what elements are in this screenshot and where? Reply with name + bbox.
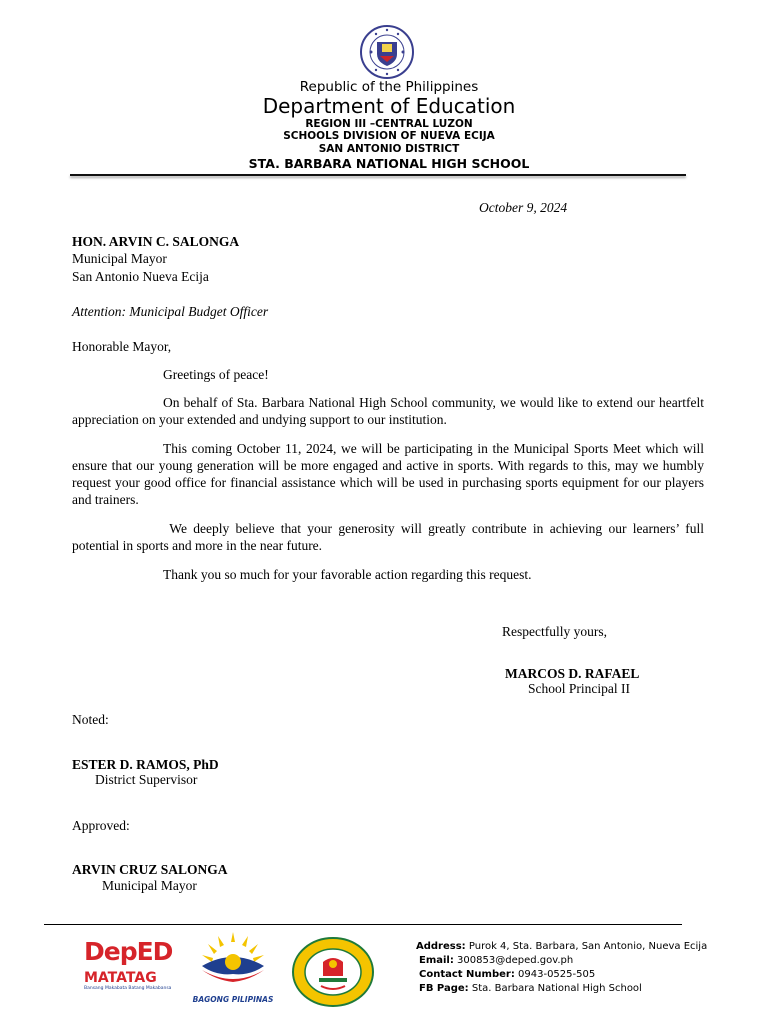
school-name: STA. BARBARA NATIONAL HIGH SCHOOL [248,156,530,171]
letter-date: October 9, 2024 [479,200,568,215]
paragraph-generosity: We deeply believe that your generosity will greatly contribute in achieving our learners’ full potential in sports and more in the near future. [72,521,708,553]
division-line: SCHOOLS DIVISION OF NUEVA ECIJA [283,130,495,142]
footer-contact [416,940,716,996]
header-divider [70,174,686,176]
email-line [416,954,716,968]
bagong-pilipinas-text: BAGONG PILIPINAS [192,995,274,1004]
paragraph-greeting: Greetings of peace! [163,367,269,382]
attention-line: Attention: Municipal Budget Officer [72,304,269,319]
email-label: Email: [419,955,454,966]
approved-title: Municipal Mayor [102,878,197,893]
republic-line: Republic of the Philippines [299,79,479,95]
region-line: REGION III –CENTRAL LUZON [305,118,473,130]
recipient-name: HON. ARVIN C. SALONGA [72,234,240,249]
fb-value[interactable]: Sta. Barbara National High School [471,983,642,994]
paragraph-thanks: Thank you so much for your favorable action regarding this request. [163,567,532,582]
noted-title: District Supervisor [95,772,198,787]
recipient-address: San Antonio Nueva Ecija [72,269,209,284]
recipient-title: Municipal Mayor [72,251,167,266]
paragraph-appreciation: On behalf of Sta. Barbara National High School community, we would like to extend our heartfelt appreciation on your extended and undying support to our institution. [72,395,704,427]
address-label: Address: [416,941,466,952]
matatag-tagline: Bansang Makabata Batang Makabansa [84,986,172,991]
address-value: Purok 4, Sta. Barbara, San Antonio, Nueva Ecija [468,941,708,952]
email-value[interactable]: 300853@deped.gov.ph [457,955,574,966]
fb-label: FB Page: [419,983,469,994]
signer-title: School Principal II [528,681,630,696]
approved-label: Approved: [72,818,130,833]
salutation: Honorable Mayor, [72,339,172,354]
contact-label: Contact Number: [419,969,515,980]
deped-seal [354,24,420,80]
closing: Respectfully yours, [502,624,607,639]
approved-name: ARVIN CRUZ SALONGA [72,862,228,877]
matatag-wordmark: MATATAG [84,970,157,986]
district-line: SAN ANTONIO DISTRICT [318,143,460,155]
bagong-pilipinas-logo [188,932,278,1004]
signer-name: MARCOS D. RAFAEL [505,666,640,681]
contact-value: 0943-0525-505 [518,969,596,980]
footer-divider [44,924,682,925]
deped-wordmark: DepED [84,937,173,966]
address-line [416,940,716,954]
noted-name: ESTER D. RAMOS, PhD [72,757,219,772]
department-title: Department of Education [262,94,516,118]
contact-line [416,968,716,982]
paragraph-request: This coming October 11, 2024, we will be participating in the Municipal Sports Meet which will ensure that our young generation will be more engaged and active in sports. With regards to this, may we humbly request your good office for financial assistance which will be used in purchasing sports equipment for our players and trainers. [72,441,704,507]
fb-line [416,982,716,996]
deped-matatag-logo [84,938,176,1004]
noted-label: Noted: [72,712,109,727]
school-seal [291,936,375,1008]
